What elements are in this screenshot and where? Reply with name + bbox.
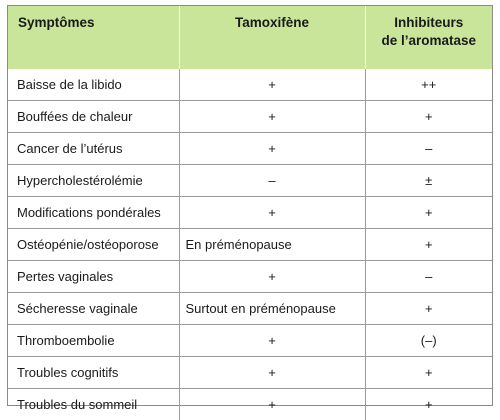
table-row [8,325,492,357]
cell-symptom: Hypercholestérolémie [8,165,179,197]
cell-tamoxifene: + [179,357,365,389]
cell-symptom: Troubles du sommeil [8,389,179,420]
table-row [8,165,492,197]
cell-tamoxifene: + [179,325,365,357]
cell-symptom: Ostéopénie/ostéoporose [8,229,179,261]
cell-inhibiteurs: + [365,293,492,325]
cell-inhibiteurs: + [365,357,492,389]
table-row [8,197,492,229]
cell-inhibiteurs: – [365,133,492,165]
cell-tamoxifene: + [179,389,365,420]
table-header-row [8,6,492,69]
header-tamoxifene: Tamoxifène [179,6,365,69]
table-row [8,293,492,325]
cell-symptom: Modifications pondérales [8,197,179,229]
cell-tamoxifene: – [179,165,365,197]
side-effects-table [8,6,492,420]
cell-inhibiteurs: + [365,389,492,420]
cell-tamoxifene: Surtout en préménopause [179,293,365,325]
cell-tamoxifene: + [179,101,365,133]
cell-inhibiteurs: + [365,229,492,261]
table-row [8,389,492,420]
cell-symptom: Sécheresse vaginale [8,293,179,325]
cell-symptom: Thromboembolie [8,325,179,357]
cell-inhibiteurs: + [365,101,492,133]
cell-inhibiteurs: ± [365,165,492,197]
cell-symptom: Pertes vaginales [8,261,179,293]
header-inhibiteurs [365,6,492,69]
cell-tamoxifene: + [179,133,365,165]
header-inhibiteurs-line: de l’aromatase [381,33,476,48]
cell-inhibiteurs: – [365,261,492,293]
table-row [8,357,492,389]
cell-tamoxifene: + [179,69,365,101]
cell-symptom: Bouffées de chaleur [8,101,179,133]
side-effects-table-container [7,5,493,406]
cell-symptom: Troubles cognitifs [8,357,179,389]
table-row [8,101,492,133]
cell-tamoxifene: + [179,197,365,229]
cell-inhibiteurs: ++ [365,69,492,101]
table-row [8,69,492,101]
cell-tamoxifene: + [179,261,365,293]
cell-inhibiteurs: + [365,197,492,229]
table-row [8,133,492,165]
cell-symptom: Cancer de l’utérus [8,133,179,165]
cell-tamoxifene: En préménopause [179,229,365,261]
table-row [8,229,492,261]
cell-inhibiteurs: (–) [365,325,492,357]
cell-symptom: Baisse de la libido [8,69,179,101]
header-inhibiteurs-line: Inhibiteurs [394,15,463,30]
table-row [8,261,492,293]
header-symptomes: Symptômes [8,6,179,69]
